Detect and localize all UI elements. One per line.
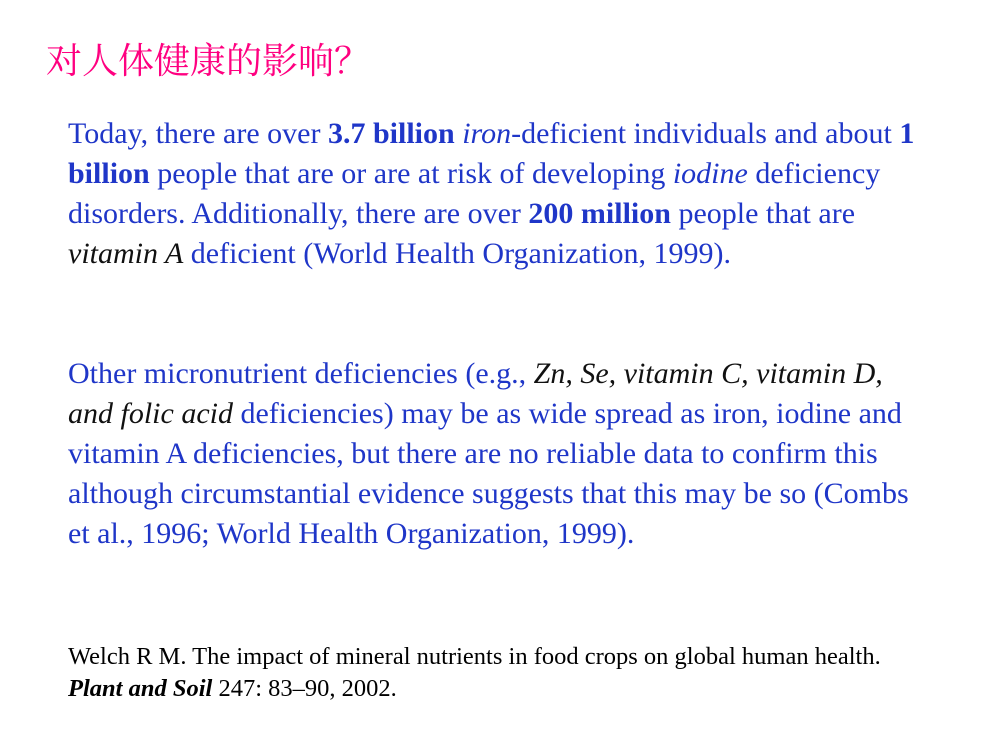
iron-term: iron [462, 117, 512, 150]
p2-text-2: deficiencies) may be as wide spread as iron, iodine and vitamin A deficiencies, but there are no reliable data to confirm this although circumstantial evidence suggests that this may be so (Combs et al., 1996; World Health Organization, 1999). [68, 397, 909, 550]
iodine-risk-count: 1 billion [68, 117, 915, 190]
vitamin-a-term: vitamin A [68, 237, 184, 270]
p1-text-4: people that are or are at risk of developing [149, 157, 673, 190]
citation-details: 247: 83–90, 2002. [212, 675, 397, 702]
iodine-term: iodine [672, 157, 748, 190]
paragraph-other-micronutrients [68, 354, 918, 554]
vitamin-a-deficient-count: 200 million [528, 197, 671, 230]
citation [68, 641, 938, 705]
p1-text-6: people that are [670, 197, 856, 230]
paragraph-deficiency-statistics [68, 114, 918, 274]
citation-authors-title: Welch R M. The impact of mineral nutrients in food crops on global human health. [68, 643, 881, 670]
p1-text-5: deficiency disorders. Additionally, there are over [68, 157, 881, 230]
p1-text-1: Today, there are over [68, 117, 328, 150]
p2-text-1: Other micronutrient deficiencies (e.g., [68, 357, 534, 390]
p1-text-7: deficient (World Health Organization, 1999). [183, 237, 731, 270]
slide-title: 对人体健康的影响？ [46, 41, 371, 82]
iron-deficient-count: 3.7 billion [327, 117, 455, 150]
micronutrient-examples: Zn, Se, vitamin C, vitamin D, and folic acid [68, 357, 883, 430]
p1-text-3: -deficient individuals and about [511, 117, 900, 150]
citation-journal: Plant and Soil [68, 675, 213, 702]
